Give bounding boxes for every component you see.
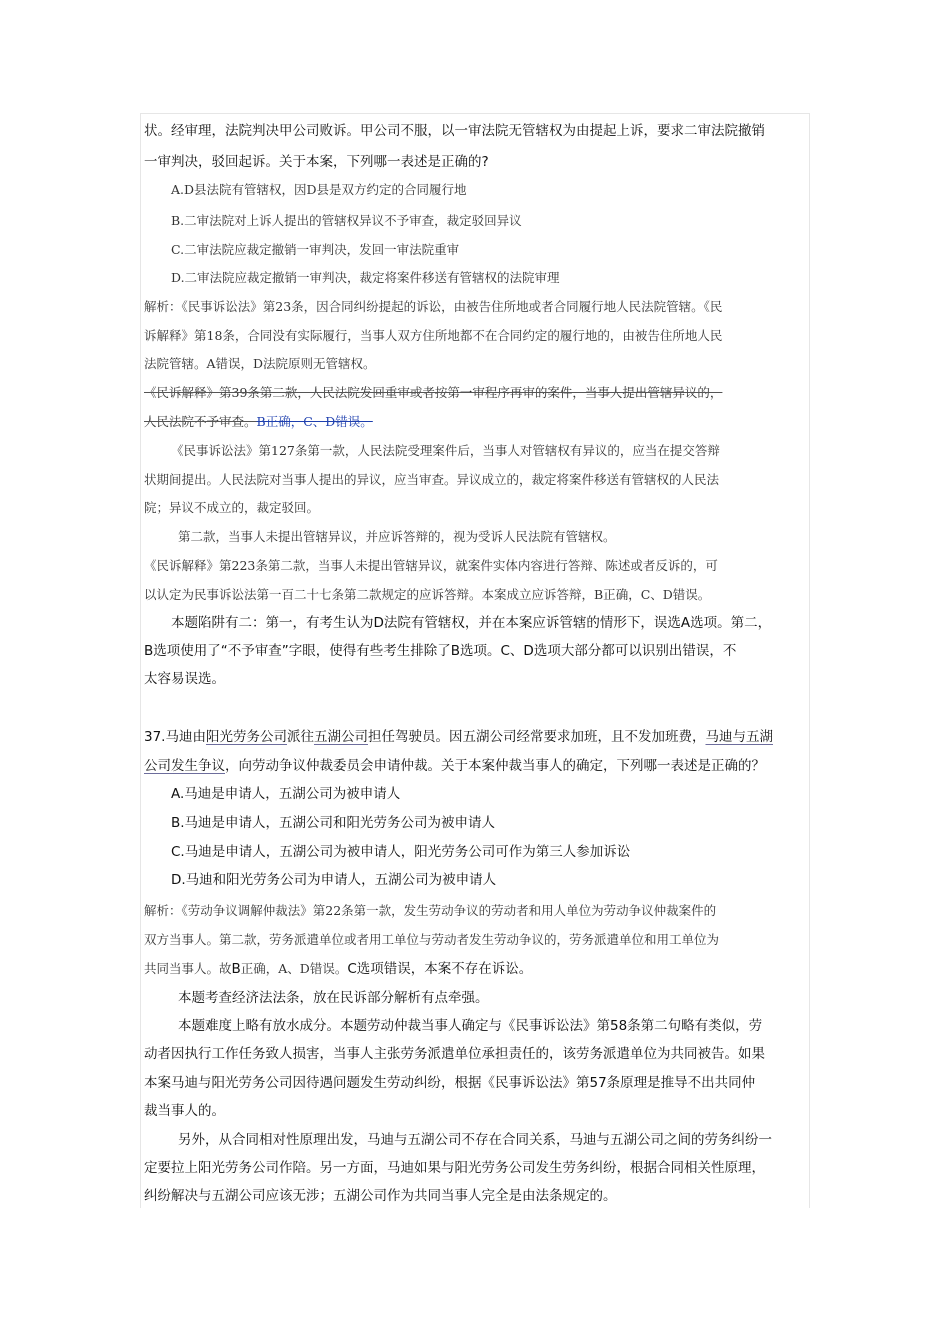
q37-stem-part-6: 马迪与五湖 [705, 729, 773, 745]
q37-analysis-line-1: 解析：《劳动争议调解仲裁法》第22条第一款，发生劳动争议的劳动者和用人单位为劳动争议仲裁案件的 [144, 903, 717, 918]
q36-analysis-line-3: 法院管辖。A错误，D法院原则无管辖权。 [144, 356, 376, 371]
q36-law127-line-2: 状期间提出。人民法院对当事人提出的异议，应当审查。异议成立的，裁定将案件移送有管辖权的人民法 [144, 472, 720, 487]
q36-option-a: A.D县法院有管辖权，因D县是双方约定的合同履行地 [171, 182, 467, 197]
q36-law127-line-3: 院；异议不成立的，裁定驳回。 [144, 500, 320, 515]
q37-analysis-line-2: 双方当事人。第二款，劳务派遣单位或者用工单位与劳动者发生劳动争议的，劳务派遣单位和用工单位为 [144, 932, 720, 947]
q36-analysis-line-1: 解析：《民事诉讼法》第23条，因合同纠纷提起的诉讼，由被告住所地或者合同履行地人民法院管辖。《民 [144, 299, 723, 314]
q37-option-c: C.马迪是申请人，五湖公司为被申请人，阳光劳务公司可作为第三人参加诉讼 [171, 844, 631, 860]
q37-difficulty-line-1: 本题难度上略有放水成分。本题劳动仲裁当事人确定与《民事诉讼法》第58条第二句略有类似，劳 [178, 1018, 763, 1034]
q36-struck-blue-text: B正确，C、D错误。 [256, 414, 373, 429]
q36-trap-line-2: B选项使用了“不予审查”字眼，使得有些考生排除了B选项。C、D选项大部分都可以识别出错误，不 [144, 643, 737, 659]
q37-option-a: A.马迪是申请人，五湖公司为被申请人 [171, 786, 401, 802]
q37-stem-line-2 [144, 756, 765, 776]
q36-law127-para-2: 第二款，当事人未提出管辖异议，并应诉答辩的，视为受诉人民法院有管辖权。 [178, 529, 616, 544]
q37-difficulty-line-2: 动者因执行工作任务致人损害，当事人主张劳务派遣单位承担责任的，该劳务派遣单位为共同被告。如果 [144, 1046, 765, 1062]
q36-stem-line-2: 一审判决，驳回起诉。关于本案，下列哪一表述是正确的? [144, 154, 489, 170]
q37-more-line-3: 纠纷解决与五湖公司应该无涉；五湖公司作为共同当事人完全是由法条规定的。 [144, 1188, 617, 1204]
q37-analysis-line-3 [144, 959, 532, 979]
q36-option-d: D.二审法院应裁定撤销一审判决，裁定将案件移送有管辖权的法院审理 [171, 270, 560, 285]
q37-stem-part-8: ，向劳动争议仲裁委员会申请仲裁。关于本案仲裁当事人的确定，下列哪一表述是正确的？ [225, 758, 765, 774]
q37-stem-line-1 [144, 727, 773, 747]
q36-struck-text: 人民法院不予审查。 [144, 414, 257, 429]
q37-analysis-part-4: C选项错误，本案不存在诉讼。 [347, 961, 533, 977]
q37-analysis-part-3: 正确，A、D错误。 [240, 961, 348, 976]
q36-option-c: C.二审法院应裁定撤销一审判决，发回一审法院重审 [171, 242, 460, 257]
q37-stem-part-4: 五湖公司 [313, 729, 368, 745]
q36-analysis-line-2: 诉解释》第18条，合同没有实际履行，当事人双方住所地都不在合同约定的履行地的，由被告住所地人民 [144, 328, 723, 343]
q36-struck-line-1: 《民诉解释》第39条第二款，人民法院发回重审或者按第一审程序再审的案件，当事人提出管辖异议的， [144, 385, 723, 400]
q37-analysis-part-2: B [231, 961, 241, 977]
q37-stem-part-1: 37.马迪由 [144, 729, 206, 745]
q37-stem-part-7: 公司发生争议 [144, 758, 225, 774]
q36-law223-line-2: 以认定为民事诉讼法第一百二十七条第二款规定的应诉答辩。本案成立应诉答辩，B正确，C、D错误。 [144, 587, 711, 602]
q37-stem-part-3: 派往 [286, 729, 314, 745]
q37-note: 本题考查经济法法条，放在民诉部分解析有点牵强。 [178, 990, 489, 1006]
q36-trap-line-1: 本题陷阱有二：第一，有考生认为D法院有管辖权，并在本案应诉管辖的情形下，误选A选项。第二， [171, 615, 772, 631]
q37-option-b: B.马迪是申请人，五湖公司和阳光劳务公司为被申请人 [171, 815, 496, 831]
q37-stem-part-5: 担任驾驶员。因五湖公司经常要求加班，且不发加班费， [367, 729, 706, 745]
q37-stem-part-2: 阳光劳务公司 [205, 729, 287, 745]
q36-stem-line-1: 状。经审理，法院判决甲公司败诉。甲公司不服，以一审法院无管辖权为由提起上诉，要求二审法院撤销 [144, 123, 765, 139]
q36-law127-line-1: 《民事诉讼法》第127条第一款，人民法院受理案件后，当事人对管辖权有异议的，应当在提交答辩 [171, 443, 720, 458]
q37-analysis-part-1: 共同当事人。故 [144, 961, 232, 976]
q37-more-line-1: 另外，从合同相对性原理出发，马迪与五湖公司不存在合同关系，马迪与五湖公司之间的劳务纠纷一 [178, 1132, 772, 1148]
q37-option-d: D.马迪和阳光劳务公司为申请人，五湖公司为被申请人 [171, 872, 497, 888]
q36-struck-line-2 [144, 412, 373, 432]
q36-law223-line-1: 《民诉解释》第223条第二款，当事人未提出管辖异议，就案件实体内容进行答辩、陈述或者反诉的，可 [144, 558, 718, 573]
q37-difficulty-line-3: 本案马迪与阳光劳务公司因待遇问题发生劳动纠纷，根据《民事诉讼法》第57条原理是推导不出共同仲 [144, 1075, 756, 1091]
q36-trap-line-3: 太容易误选。 [144, 671, 225, 687]
q37-difficulty-line-4: 裁当事人的。 [144, 1103, 225, 1119]
q36-option-b: B.二审法院对上诉人提出的管辖权异议不予审查，裁定驳回异议 [171, 213, 522, 228]
q37-more-line-2: 定要拉上阳光劳务公司作陪。另一方面，马迪如果与阳光劳务公司发生劳务纠纷，根据合同相关性原理， [144, 1160, 765, 1176]
